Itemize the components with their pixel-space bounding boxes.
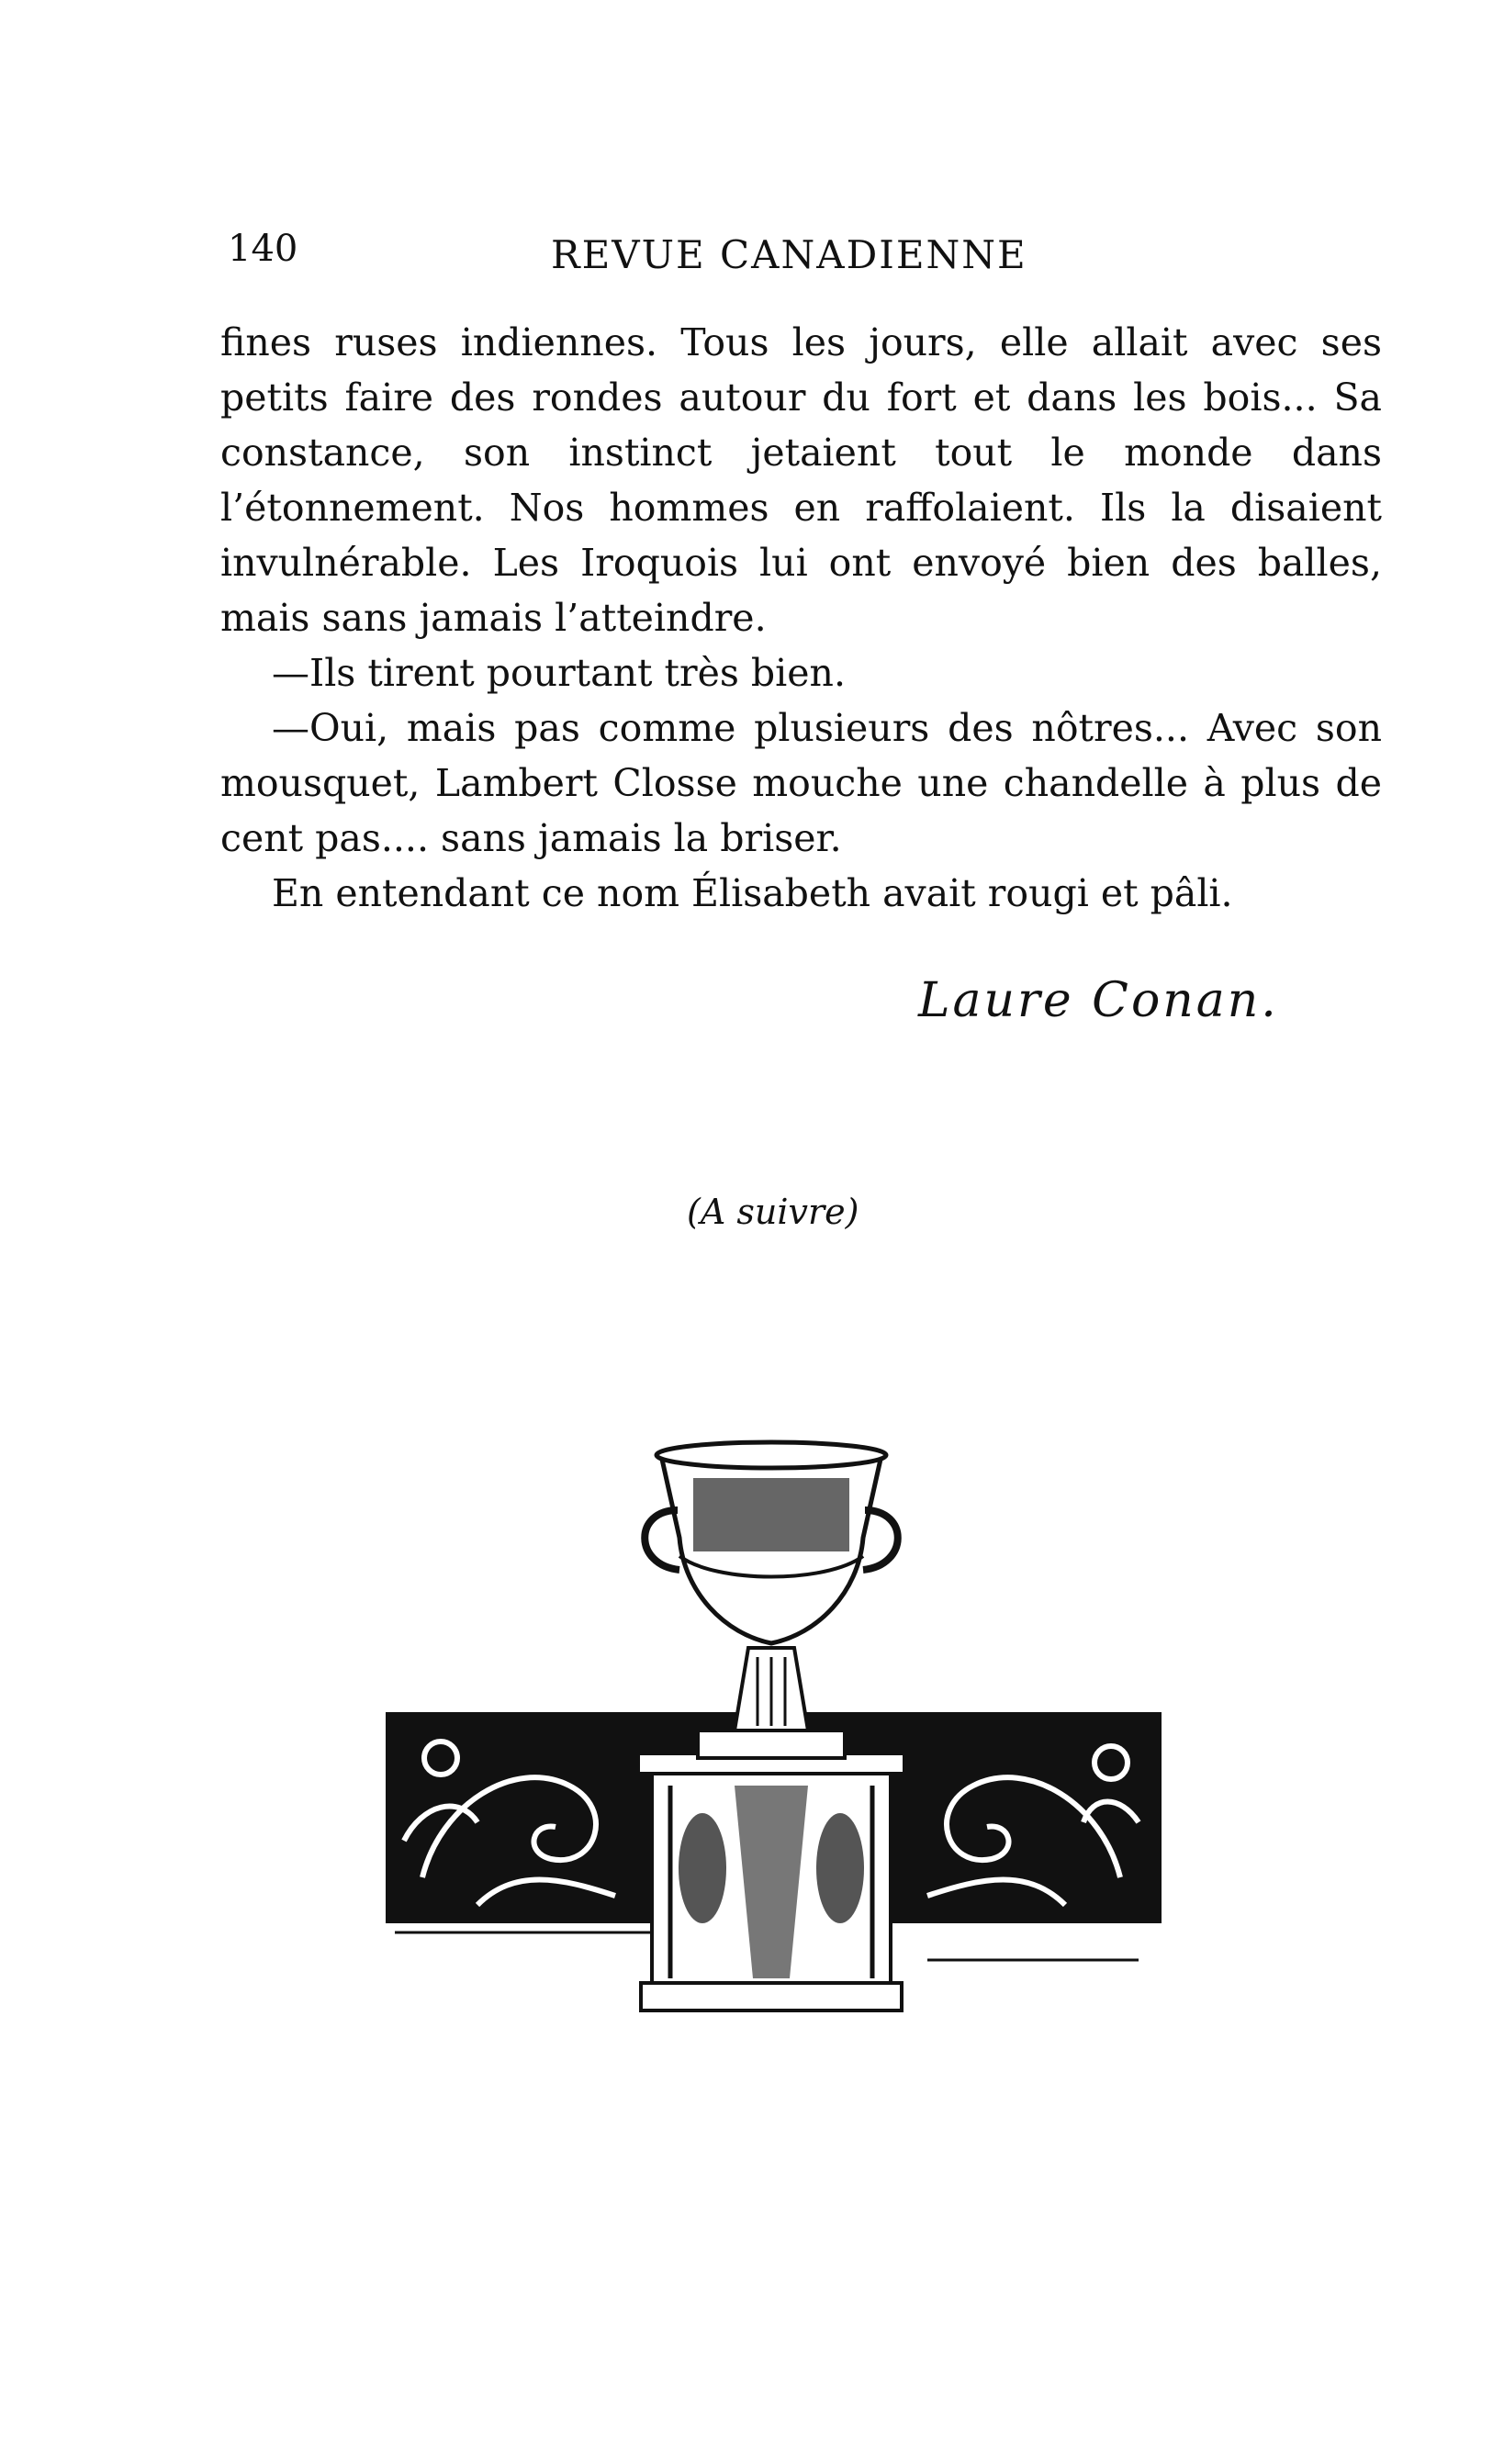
paragraph: fines ruses indiennes. Tous les jours, elle allait avec ses petits faire des rondes autour du fort et dans les bois... Sa constance, son instinct jetaient tout le monde dans l’étonnement. Nos hommes en raffolaient. Ils la disaient invulnérable. Les Iroquois lui ont envoyé bien des balles, mais sans jamais l’atteindre. xyxy=(220,320,1382,640)
page-number: 140 xyxy=(228,228,298,270)
urn-vignette-illustration xyxy=(386,1437,1175,2024)
paragraph: En entendant ce nom Élisabeth avait rougi et pâli. xyxy=(272,871,1233,915)
running-head: REVUE CANADIENNE xyxy=(551,232,1027,277)
continuation-note: (A suivre) xyxy=(687,1192,859,1232)
body-text xyxy=(220,315,1382,921)
paragraph: —Ils tirent pourtant très bien. xyxy=(272,651,846,695)
paragraph: —Oui, mais pas comme plusieurs des nôtres... Avec son mousquet, Lambert Closse mouche une chandelle à plus de cent pas.... sans jamais la briser. xyxy=(220,706,1382,860)
author-signature: Laure Conan. xyxy=(918,973,1279,1028)
